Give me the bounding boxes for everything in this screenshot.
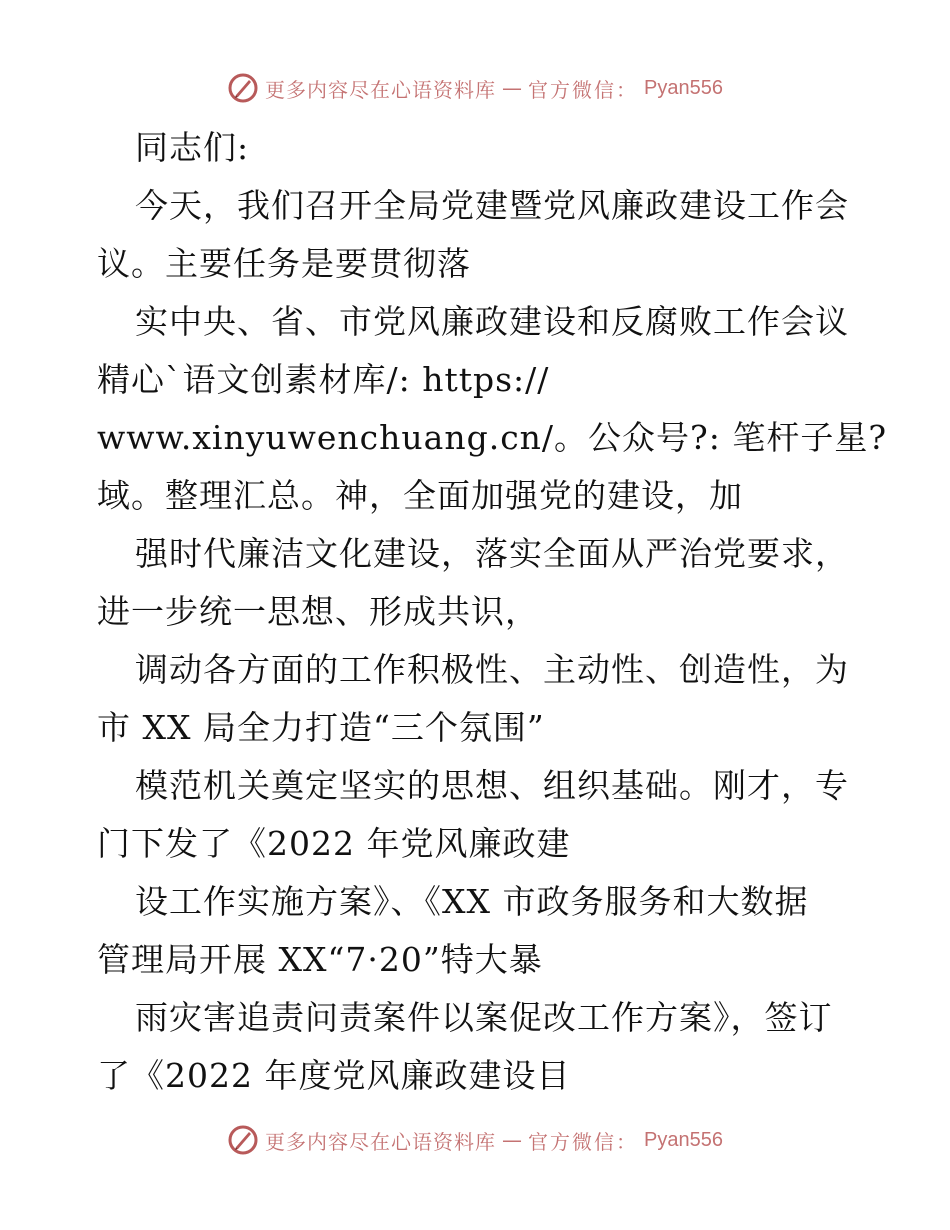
text-line: 今天，我们召开全局党建暨党风廉政建设工作会 [135,186,849,225]
text-line: 了《2022 年度党风廉政建设目 [97,1056,571,1095]
watermark-dash: — [502,76,523,100]
watermark-main-text: 更多内容尽在心语资料库 [265,1129,497,1154]
text-line: 强时代廉洁文化建设，落实全面从严治党要求， [135,534,849,573]
text-line: 实中央、省、市党风廉政建设和反腐败工作会议 [135,302,849,341]
watermark-sub-text: 官方微信： [528,1129,639,1154]
text-line: 门下发了《2022 年党风廉政建 [97,824,571,863]
watermark-sub-text: 官方微信： [528,77,639,102]
text-line: 同志们: [135,128,250,167]
text-line: 模范机关奠定坚实的思想、组织基础。刚才，专 [135,766,849,805]
watermark-handle: Pyan556 [644,1128,723,1151]
header-watermark [0,72,950,104]
text-line: 管理局开展 XX“7·20”特大暴 [97,940,543,979]
text-line: 设工作实施方案》、《XX 市政务服务和大数据 [135,882,809,921]
quill-circle-icon [227,1124,259,1156]
text-line: 雨灾害追责问责案件以案促改工作方案》，签订 [135,998,833,1037]
text-line: 域。整理汇总。神，全面加强党的建设，加 [97,476,743,515]
text-line: www.xinyuwenchuang.cn/。公众号?: 笔杆子星? [97,418,888,457]
text-line: 议。主要任务是要贯彻落 [97,244,471,283]
watermark-main-text: 更多内容尽在心语资料库 [265,77,497,102]
text-line: 市 XX 局全力打造“三个氛围” [97,708,545,747]
watermark-handle: Pyan556 [644,76,723,99]
footer-watermark [0,1124,950,1156]
document-body [97,126,888,1112]
text-line: 进一步统一思想、形成共识， [97,592,539,631]
watermark-dash: — [502,1128,523,1152]
text-line: 调动各方面的工作积极性、主动性、创造性，为 [135,650,849,689]
quill-circle-icon [227,72,259,104]
text-line: 精心`语文创素材库/: https:// [97,360,550,399]
